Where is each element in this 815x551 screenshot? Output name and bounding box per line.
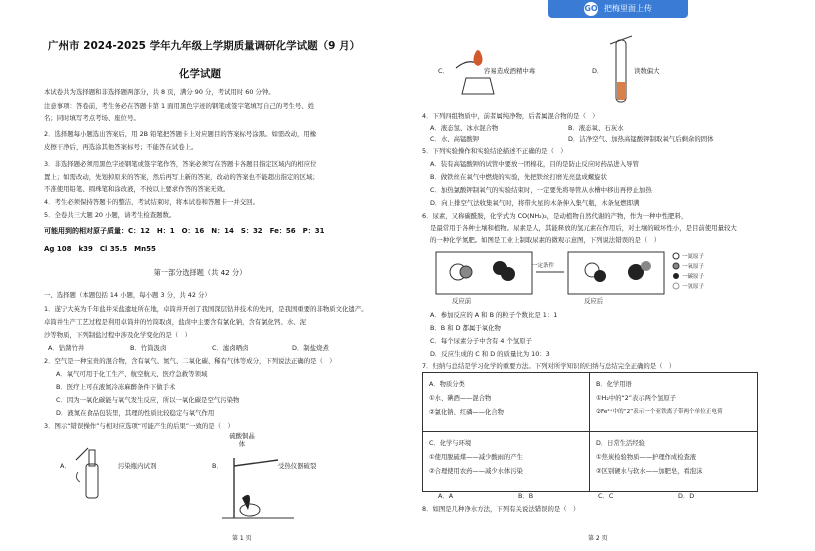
label-after-reaction: 反应后 [584, 297, 604, 305]
q1-option-d: D．制盐烧煮 [292, 344, 329, 352]
note-line: 5．全卷共三大题 20 小题，请考生检查题数。 [44, 211, 176, 219]
table-cell-a [423, 373, 590, 432]
urea-reaction-diagram [432, 248, 722, 304]
question-2: 2．空气是一种宝贵的混合物，含有氧气、氮气、二氧化碳、稀有气体等成分，下列说法正确的是（ ） [44, 357, 336, 365]
q5-option-b: B．做铁丝在氧气中燃烧的实验，先把铁丝打磨光亮盘成螺旋状 [430, 173, 607, 181]
note-line: 2．选择题每小题选出答案后，用 2B 铅笔把答题卡上对应题目的答案标号涂黑。如需改动，用橡 [44, 130, 317, 138]
q7-summary-table [422, 372, 758, 492]
cell-a-line: ①水、碘酒——混合物 [429, 395, 492, 402]
section-heading: 第一部分选择题（共 42 分） [153, 268, 247, 277]
q3-option-a-letter: A． [60, 462, 71, 470]
cell-d-heading: D．日常生活经验 [596, 440, 645, 447]
q2-option-d: D．液氮在食品包装里，其理的性质比较稳定与氧气作用 [56, 409, 215, 417]
cell-d-line: ②区别硬水与软水——加肥皂，看泡沫 [596, 468, 703, 475]
app-logo-icon: GO [584, 2, 598, 16]
q6-option-d: D．反应生成的 C 和 D 的质量比为 10：3 [430, 350, 550, 358]
q5-option-d: D．向上排空气法收集氧气时，将带火星的木条伸入集气瓶，木条复燃即满 [430, 199, 640, 207]
cell-b-line: ②Fe²⁺中的“2”表示一个亚铁离子带两个单位正电荷 [596, 409, 723, 415]
heating-apparatus-illustration [214, 452, 304, 522]
q3-option-c-text: 容易造成酒精中毒 [484, 67, 536, 75]
note-line: 本试卷共为选择题和非选择题两部分，共 8 页，满分 90 分，考试用时 60 分钟。 [44, 88, 275, 96]
page-2-number: 第 2 页 [588, 535, 608, 542]
cell-c-line: ②合理使用农药——减少水体污染 [429, 468, 523, 475]
q7-option-c: C．C [598, 492, 614, 500]
legend-oxygen: 一氧原子 [682, 264, 705, 270]
reaction-condition: 一定条件 [532, 263, 555, 269]
cell-a-heading: A．物质分类 [429, 381, 465, 388]
question-1-line: 1．遂宁大英为千年盐井采盐遗址所在地，卓筒井开创了我国深层钻井技术的先河，是我国重要的非物质文化遗产。 [44, 305, 368, 313]
q3-option-d-letter: D． [592, 67, 604, 75]
note-line: 4．考生必须保持答题卡的整洁，考试结束时，将本试卷和答题卡一并交回。 [44, 198, 259, 206]
cell-b-heading: B．化学用语 [596, 381, 632, 388]
q4-option-a: A．液态氢、冰水混合物 [430, 124, 499, 132]
question-4: 4．下列四组物质中，前者属纯净物，后者属混合物的是（ ） [422, 112, 599, 120]
q2-option-c: C．因为一氧化碳能与氧气发生反应，所以一氧化碳是空气污染物 [56, 396, 240, 404]
q7-option-d: D．D [678, 492, 695, 500]
q5-option-c: C．加热氯酸钾制氧气的实验结束时，一定要先将导管从水槽中移出再停止加热 [430, 186, 652, 194]
page-1 [0, 0, 400, 551]
q4-option-b: B．液态氧、石灰水 [568, 124, 624, 132]
q7-option-b: B．B [518, 492, 534, 500]
q3-option-b-text: 受热仪器破裂 [278, 462, 317, 470]
question-intro: 一、选择题（本题包括 14 小题，每小题 3 分，共 42 分） [44, 291, 211, 299]
table-cell-b [590, 373, 757, 432]
note-line: 皮擦干净后，再选涂其他答案标号；不能答在试卷上。 [44, 143, 198, 151]
cell-b-line: ①H₂中的“2”表示两个氢原子 [596, 395, 677, 402]
question-1-line: 沙等物质，下列制盐过程中涉及化学变化的是（ ） [44, 331, 191, 339]
q5-option-a: A．装有高锰酸钾的试管中要放一团棉花，目的是防止反应时药品进入导管 [430, 160, 639, 168]
question-3: 3．图示“错误操作”与相对应选项“可能产生的后果”一致的是（ ） [44, 422, 234, 430]
badge-text: 把梅里面上传 [604, 4, 652, 13]
question-6-line: 的一种化学氮肥。如图是工业上制取尿素的微观示意图，下列说法错误的是（ ） [430, 236, 661, 244]
exam-subtitle: 化学试题 [179, 68, 221, 80]
q2-option-a: A．氧气可用于化工生产、航空航天、医疗急救等领域 [56, 370, 208, 378]
note-line: 名；同时填写考点考场、座位号。 [44, 114, 140, 122]
note-line: 置上；如需改动，先划掉原来的答案，然后再写上新的答案，改动的答案也不能超出指定的区域； [44, 173, 319, 181]
cell-c-heading: C．化学与环境 [429, 440, 472, 447]
q1-option-a: A．钻凿竹井 [48, 344, 85, 352]
atomic-mass-row-2: Ag 108 k39 Cl 35.5 Mn55 [44, 245, 156, 253]
q4-option-c: C．水、高锰酸钾 [430, 135, 480, 143]
q6-option-a: A．参加反应的 A 和 B 的粒子个数比是 1：1 [430, 311, 558, 319]
atomic-mass-values: C：12 H：1 O：16 N：14 S：32 Fe：56 P：31 [128, 227, 325, 235]
table-cell-c [423, 432, 590, 491]
q7-option-a: A．A [438, 492, 454, 500]
cell-c-line: ①使用脱硫煤——减少酸雨的产生 [429, 454, 523, 461]
question-6-line: 是最常用于各种土壤和植物。尿素是人，其能释放的氢元素在作用后，对土壤的破坏性小，是目前使用量较大 [430, 224, 737, 232]
q3-option-a-text: 污染瓶内试剂 [118, 462, 157, 470]
question-1-line: 卓筒井生产工艺过程是利用卓筒井的竹筒取卤，盐卤中主要含有氯化钠，含有氯化钙、水、泥 [44, 318, 307, 326]
graduated-cylinder-illustration [606, 30, 636, 110]
dropper-bottle-illustration [72, 442, 112, 512]
exam-title: 广州市 2024-2025 学年九年级上学期质量调研化学试题（9 月） [48, 40, 361, 52]
atomic-mass-label: 可能用到的相对原子质量： [44, 227, 128, 235]
q3-option-c-letter: C． [438, 67, 449, 75]
q3-option-d-text: 读数偏大 [634, 67, 660, 75]
legend-carbon: 一碳原子 [682, 274, 705, 280]
table-cell-d [590, 432, 757, 491]
copper-sulfate-label: 硫酸铜晶体 [229, 432, 255, 448]
page-1-number: 第 1 页 [232, 535, 252, 542]
q6-option-c: C．每个尿素分子中含有 4 个氢原子 [430, 337, 533, 345]
legend-hydrogen: 一氢原子 [682, 284, 705, 290]
q4-option-d: D．洁净空气、加热高锰酸钾制取氧气后剩余的固体 [568, 135, 714, 143]
cell-d-line: ①焦炭检验物质——护理作成检查液 [596, 454, 697, 461]
question-5: 5．下列实验操作和实验结论描述不正确的是（ ） [422, 147, 567, 155]
cell-a-line: ②氯化钠、红磷——化合物 [429, 409, 504, 416]
q3-option-b-letter: B． [212, 462, 223, 470]
q6-option-b: B．B 和 D 都属于氧化物 [430, 324, 501, 332]
atomic-mass-row-1 [44, 227, 325, 235]
note-line: 3．非选择题必须用黑色字迹钢笔或签字笔作答，答案必须写在答题卡各题目指定区域内的相应位 [44, 160, 317, 168]
note-line: 注意事项：答卷前，考生务必在答题卡第 1 面用黑色字迹的钢笔或签字笔填写自己的考生号、姓 [44, 102, 315, 110]
question-8: 8．如图是几种净水方法，下列有关说法错误的是（ ） [422, 505, 580, 513]
q2-option-b: B．医疗上可在液氮冷冻麻醉条件下做手术 [56, 383, 176, 391]
legend-nitrogen: 一氮原子 [682, 254, 705, 260]
question-7: 7．归纳与总结是学习化学的重要方法。下列对所学知识的归纳与总结完全正确的是（ ） [422, 362, 676, 370]
q1-option-b: B．竹筒汲卤 [130, 344, 167, 352]
question-6-line: 6．尿素，又称碳酰胺，化学式为 CO(NH₂)₂，是动植物自然代谢的产物，作为一种中性肥料， [422, 212, 688, 220]
q1-option-c: C．滤卤晒卤 [212, 344, 249, 352]
note-line: 不准使用铅笔、圆珠笔和涂改液，不按以上要求作答的答案无效。 [44, 185, 230, 193]
label-before-reaction: 反应前 [452, 297, 472, 305]
